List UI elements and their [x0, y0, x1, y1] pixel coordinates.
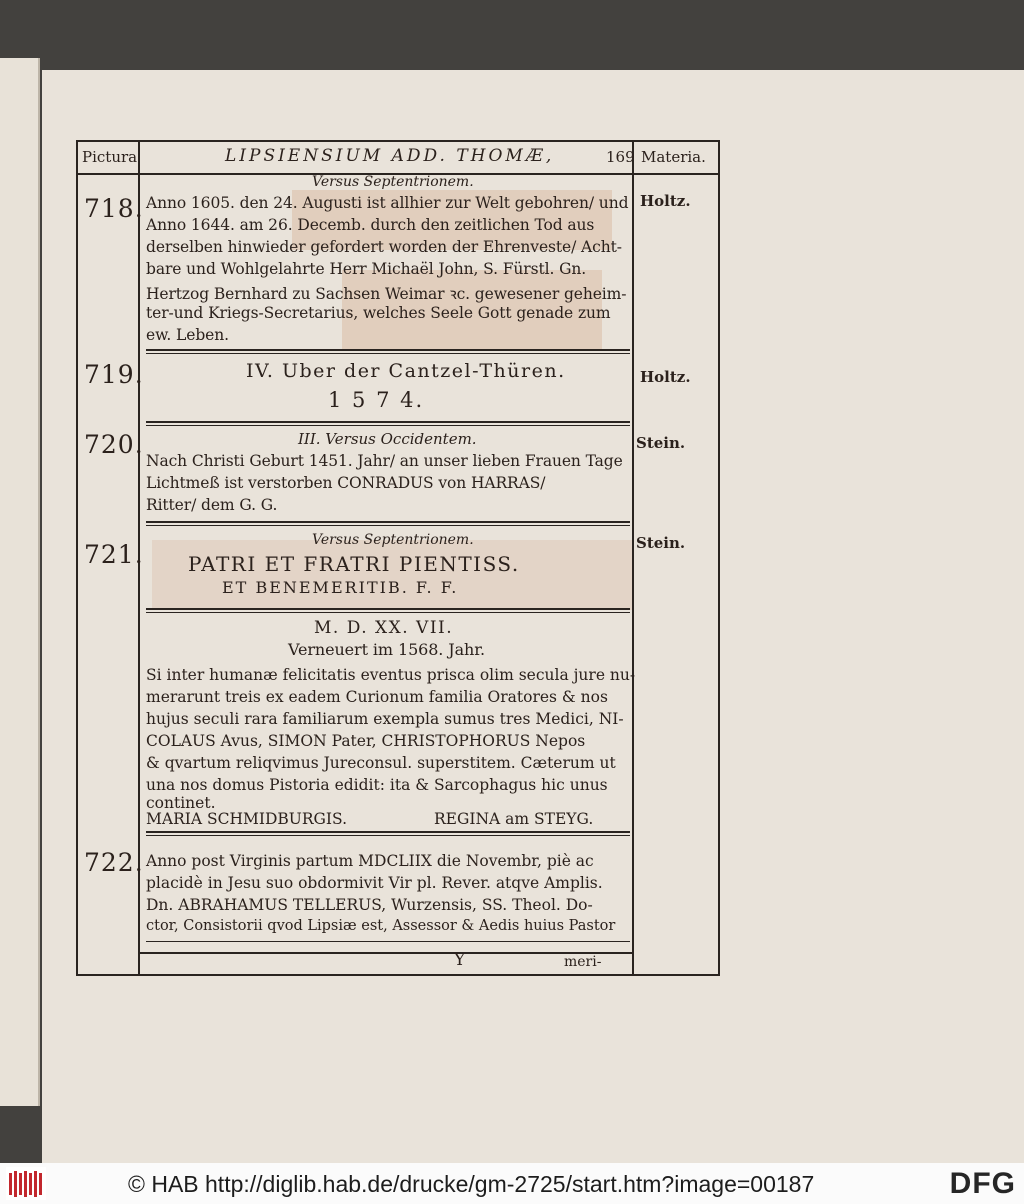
catchword: meri- — [564, 954, 602, 970]
text-line: Anno 1644. am 26. Decemb. durch den zeitlichen Tod aus — [146, 216, 595, 234]
text-line: Nach Christi Geburt 1451. Jahr/ an unser lieben Frauen Tage — [146, 452, 623, 470]
text-line: merarunt treis ex eadem Curionum familia Oratores & nos — [146, 688, 608, 706]
text-line: Lichtmeß ist verstorben CONRADUS von HARRAS/ — [146, 474, 546, 492]
entry-separator — [146, 525, 630, 526]
entry-heading: Versus Septentrionem. — [312, 174, 474, 190]
entry-separator — [146, 425, 630, 426]
text-line: ctor, Consistorii qvod Lipsiæ est, Assessor & Aedis huius Pastor — [146, 918, 616, 934]
inscription-year: 1 5 7 4. — [328, 388, 425, 412]
text-line: Hertzog Bernhard zu Sachsen Weimar ꝛc. gewesener geheim- — [146, 285, 627, 303]
signature-right: REGINA am STEYG. — [434, 810, 594, 828]
text-line: Si inter humanæ felicitatis eventus prisca olim secula jure nu- — [146, 666, 636, 684]
entry-separator — [146, 831, 630, 833]
entry-number: 722. — [84, 848, 144, 877]
right-column-rule — [632, 142, 634, 974]
text-line: ter-und Kriegs-Secretarius, welches Seele Gott genade zum — [146, 304, 611, 322]
text-line: & qvartum reliqvimus Jureconsul. superstitem. Cæterum ut — [146, 754, 616, 772]
entry-separator — [146, 349, 630, 351]
dfg-logo: DFG — [949, 1167, 1016, 1200]
entry-separator — [146, 421, 630, 423]
bottom-rule — [138, 952, 634, 954]
footer-bar — [0, 1163, 1024, 1204]
inscription-year: M. D. XX. VII. — [314, 618, 454, 638]
entry-separator — [146, 835, 630, 836]
signature-left: MARIA SCHMIDBURGIS. — [146, 810, 348, 828]
text-line: derselben hinwieder gefordert worden der Ehrenveste/ Acht- — [146, 238, 622, 256]
entry-number: 721. — [84, 540, 144, 569]
entry-number: 720. — [84, 430, 144, 459]
page-number: 169 — [606, 148, 635, 166]
page-title: LIPSIENSIUM ADD. THOMÆ, — [225, 146, 555, 166]
text-line: una nos domus Pistoria edidit: ita & Sarcophagus hic unus — [146, 776, 608, 794]
entry-separator — [146, 941, 630, 942]
book-page — [42, 70, 1024, 1163]
entry-heading: III. Versus Occidentem. — [298, 430, 477, 448]
text-line: bare und Wohlgelahrte Herr Michaël John, S. Fürstl. Gn. — [146, 260, 587, 278]
text-line: Dn. ABRAHAMUS TELLERUS, Wurzensis, SS. Theol. Do- — [146, 896, 593, 914]
text-line: hujus seculi rara familiarum exempla sumus tres Medici, NI- — [146, 710, 624, 728]
copyright-url[interactable]: © HAB http://diglib.hab.de/drucke/gm-2725/start.htm?image=00187 — [128, 1171, 815, 1197]
text-line: continet. — [146, 794, 216, 812]
entry-separator — [146, 608, 630, 610]
entry-separator — [146, 353, 630, 354]
material-label: Stein. — [636, 534, 686, 552]
text-line: placidè in Jesu suo obdormivit Vir pl. Rever. atqve Amplis. — [146, 874, 603, 892]
inscription-line: PATRI ET FRATRI PIENTISS. — [188, 552, 520, 576]
signature-mark: Y — [454, 950, 466, 970]
header-materia: Materia. — [641, 148, 706, 166]
entry-separator — [146, 521, 630, 523]
entry-separator — [146, 612, 630, 613]
text-line: COLAUS Avus, SIMON Pater, CHRISTOPHORUS Nepos — [146, 732, 586, 750]
entry-heading: Versus Septentrionem. — [312, 532, 474, 548]
previous-page-edge — [0, 58, 40, 1106]
text-line: Anno 1605. den 24. Augusti ist allhier zur Welt gebohren/ und — [146, 194, 629, 212]
inscription-line: ET BENEMERITIB. F. F. — [222, 578, 459, 597]
renewal-note: Verneuert im 1568. Jahr. — [288, 640, 486, 659]
material-label: Stein. — [636, 434, 686, 452]
inscription-line: IV. Uber der Cantzel-Thüren. — [246, 360, 566, 382]
entry-number: 718. — [84, 194, 144, 223]
text-line: Ritter/ dem G. G. — [146, 496, 278, 514]
text-line: ew. Leben. — [146, 326, 229, 344]
material-label: Holtz. — [640, 368, 691, 386]
material-label: Holtz. — [640, 192, 691, 210]
entry-number: 719. — [84, 360, 144, 389]
text-line: Anno post Virginis partum MDCLIIX die Novembr, piè ac — [146, 852, 594, 870]
library-logo-icon — [6, 1167, 46, 1200]
header-pictura: Pictura — [82, 148, 138, 166]
